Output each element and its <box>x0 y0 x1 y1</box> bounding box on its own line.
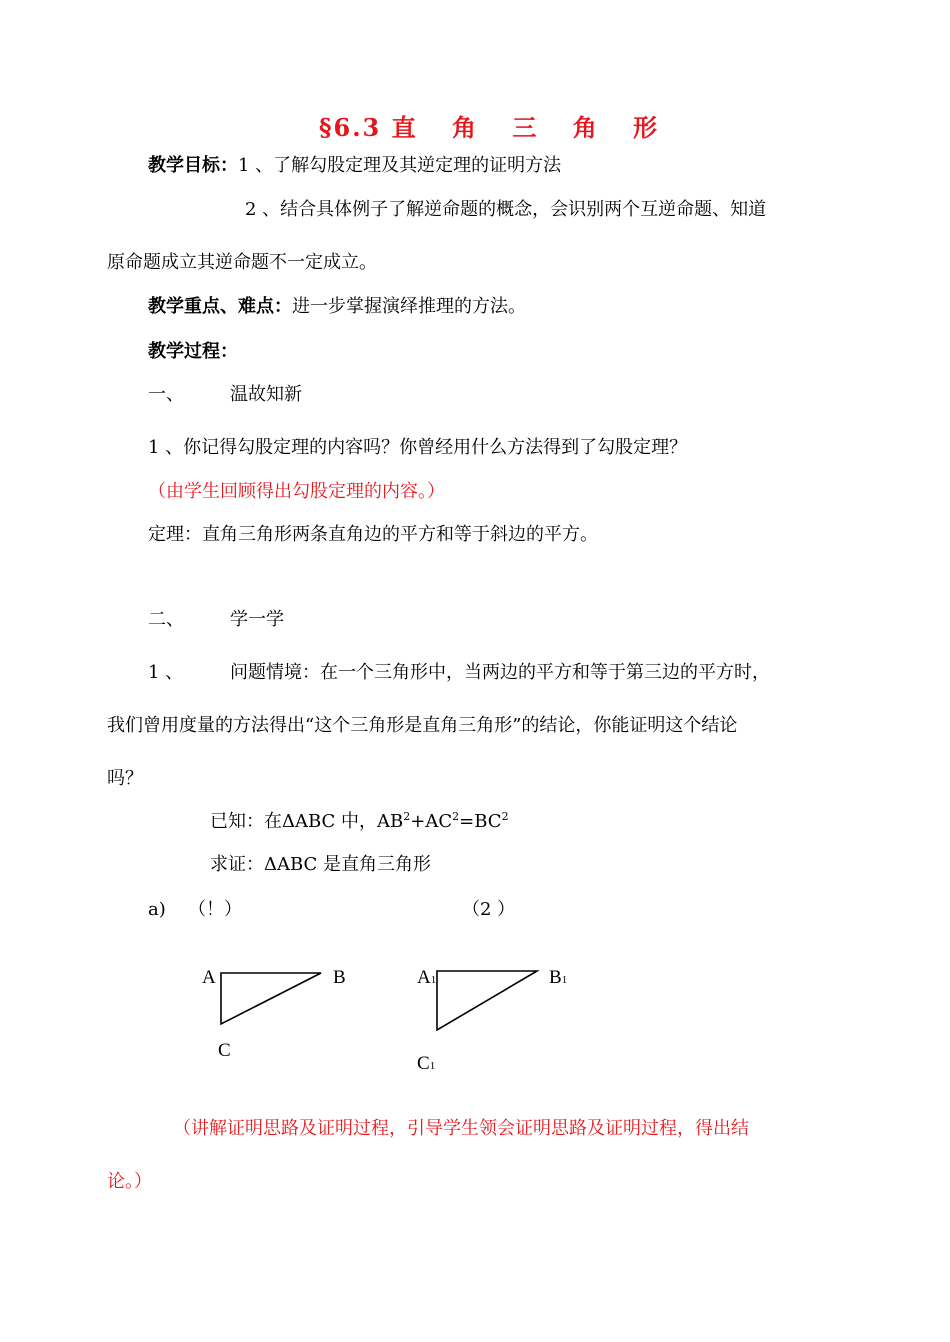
theorem: 定理：直角三角形两条直角边的平方和等于斜边的平方。 <box>148 524 598 545</box>
given-plus: +AC <box>410 811 453 832</box>
part2-question-line2: 我们曾用度量的方法得出“这个三角形是直角三角形”的结论，你能证明这个结论 <box>107 715 738 736</box>
part2-note-line1: （讲解证明思路及证明过程，引导学生领会证明思路及证明过程，得出结 <box>173 1118 749 1139</box>
key-points-text: 进一步掌握演绎推理的方法。 <box>292 296 526 317</box>
fig2-c-sub: 1 <box>429 1060 436 1072</box>
fig2-vertex-b <box>549 967 567 991</box>
part2-question-line3: 吗？ <box>107 768 143 789</box>
fig2-b-sub: 1 <box>561 974 568 986</box>
key-points <box>148 295 526 319</box>
part1-question: 1 、你记得勾股定理的内容吗？你曾经用什么方法得到了勾股定理？ <box>148 437 688 458</box>
fig2-b-letter: B <box>549 967 562 988</box>
part1-note: （由学生回顾得出勾股定理的内容。） <box>148 481 445 502</box>
title-section: §6.3 <box>318 113 382 142</box>
page-title <box>0 108 950 143</box>
given-exp-3: 2 <box>501 810 509 823</box>
part2-note-line2: 论。） <box>107 1171 152 1192</box>
fig2-c-letter: C <box>417 1053 430 1074</box>
prove: 求证：ΔABC 是直角三角形 <box>210 854 432 875</box>
given-exp-1: 2 <box>403 810 411 823</box>
triangle-abc <box>216 968 346 1038</box>
given-eq: =BC <box>459 811 502 832</box>
figure-2-label: （2 ） <box>462 899 516 920</box>
given-prefix: 已知：在ΔABC 中，AB <box>210 811 404 832</box>
part2-title: 学一学 <box>230 609 284 630</box>
fig2-a-sub: 1 <box>430 974 437 986</box>
given <box>210 810 509 834</box>
fig1-vertex-a: A <box>202 967 216 988</box>
figure-a-label: a) <box>148 899 166 920</box>
key-points-label: 教学重点、难点： <box>148 296 292 317</box>
objective-2-line2: 原命题成立其逆命题不一定成立。 <box>107 252 377 273</box>
fig2-vertex-c <box>417 1053 435 1077</box>
triangle-abc-shape <box>221 973 321 1024</box>
part1-title: 温故知新 <box>230 384 302 405</box>
objectives-label: 教学目标： <box>148 155 238 176</box>
part1-num: 一、 <box>148 384 184 405</box>
triangle-a1b1c1 <box>432 966 552 1036</box>
fig2-vertex-a <box>417 967 436 991</box>
fig2-a-letter: A <box>417 967 431 988</box>
part2-question-line1: 问题情境：在一个三角形中，当两边的平方和等于第三边的平方时， <box>230 662 770 683</box>
objective-1: 1 、了解勾股定理及其逆定理的证明方法 <box>238 155 562 176</box>
title-text: 直 角 三 角 形 <box>391 113 672 142</box>
given-exp-2: 2 <box>452 810 460 823</box>
figure-1-label: （！） <box>188 899 242 920</box>
objectives-line1 <box>148 154 561 178</box>
part2-num: 二、 <box>148 609 184 630</box>
triangle-a1b1c1-shape <box>437 971 537 1030</box>
fig1-vertex-c: C <box>218 1040 231 1061</box>
process-label: 教学过程： <box>148 341 238 362</box>
part2-question-num: 1 、 <box>148 662 184 683</box>
objective-2-line1: 2 、结合具体例子了解逆命题的概念，会识别两个互逆命题、知道 <box>245 199 767 220</box>
fig1-vertex-b: B <box>333 967 346 988</box>
